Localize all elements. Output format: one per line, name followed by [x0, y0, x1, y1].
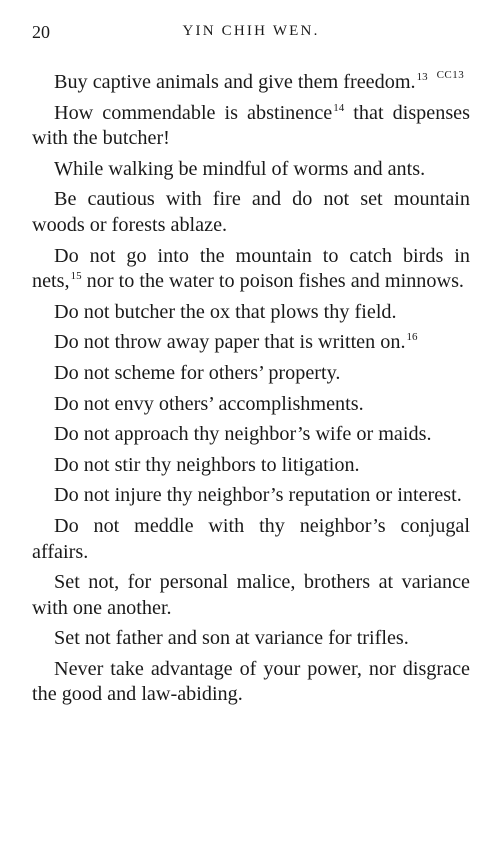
paragraph: [32, 453, 470, 479]
paragraph-text: Set not father and son at variance for trifles.: [54, 627, 409, 650]
paragraph: [32, 483, 470, 509]
book-page: [32, 22, 470, 708]
paragraph: [32, 392, 470, 418]
footnote-marker: 16: [406, 331, 418, 344]
paragraph-text: Buy captive animals and give them freedom.: [54, 71, 416, 93]
paragraph-text: Do not scheme for others’ property.: [54, 361, 341, 384]
paragraph: [32, 244, 470, 295]
paragraph: [32, 361, 470, 387]
paragraph-text-continued: nor to the water to poison fishes and minnows.: [81, 270, 464, 293]
paragraph-text: Do not butcher the ox that plows thy field.: [54, 300, 397, 323]
paragraph-text: Do not throw away paper that is written on.: [54, 331, 406, 354]
paragraph: [32, 514, 470, 565]
page-number: 20: [32, 22, 50, 42]
footnote-marker: 15: [70, 270, 82, 283]
paragraph-text: Do not go into the mountain to catch birds in nets,: [32, 244, 470, 293]
paragraph-text: While walking be mindful of worms and ants.: [54, 157, 426, 180]
paragraph: [32, 70, 470, 96]
paragraph-text: Do not stir thy neighbors to litigation.: [54, 453, 360, 476]
page-header: [32, 22, 470, 50]
paragraph: [32, 626, 470, 652]
body-text: [32, 70, 470, 708]
paragraph-text: Never take advantage of your power, nor disgrace the good and law-abiding.: [32, 657, 470, 706]
paragraph: [32, 300, 470, 326]
paragraph: [32, 657, 470, 708]
paragraph: [32, 157, 470, 183]
paragraph: [32, 422, 470, 448]
paragraph-text-continued: that dispenses with the butcher!: [32, 101, 470, 150]
paragraph: [32, 570, 470, 621]
paragraph: [32, 187, 470, 238]
paragraph: [32, 330, 470, 356]
margin-note: CC13: [436, 69, 465, 81]
paragraph-text: Do not envy others’ accomplishments.: [54, 392, 364, 415]
paragraph-text: Be cautious with fire and do not set mountain woods or forests ablaze.: [32, 188, 470, 236]
running-title: YIN CHIH WEN.: [182, 23, 320, 39]
paragraph-text: Do not meddle with thy neighbor’s conjugal affairs.: [32, 514, 470, 563]
footnote-marker: 14: [333, 101, 345, 114]
paragraph-text: Do not approach thy neighbor’s wife or maids.: [54, 423, 432, 446]
paragraph-text: Set not, for personal malice, brothers at variance with one another.: [32, 571, 470, 619]
footnote-marker: 13: [416, 71, 428, 83]
paragraph-text: How commendable is abstinence: [54, 101, 333, 124]
paragraph-text: Do not injure thy neighbor’s reputation or interest.: [54, 484, 462, 507]
paragraph: [32, 101, 470, 152]
